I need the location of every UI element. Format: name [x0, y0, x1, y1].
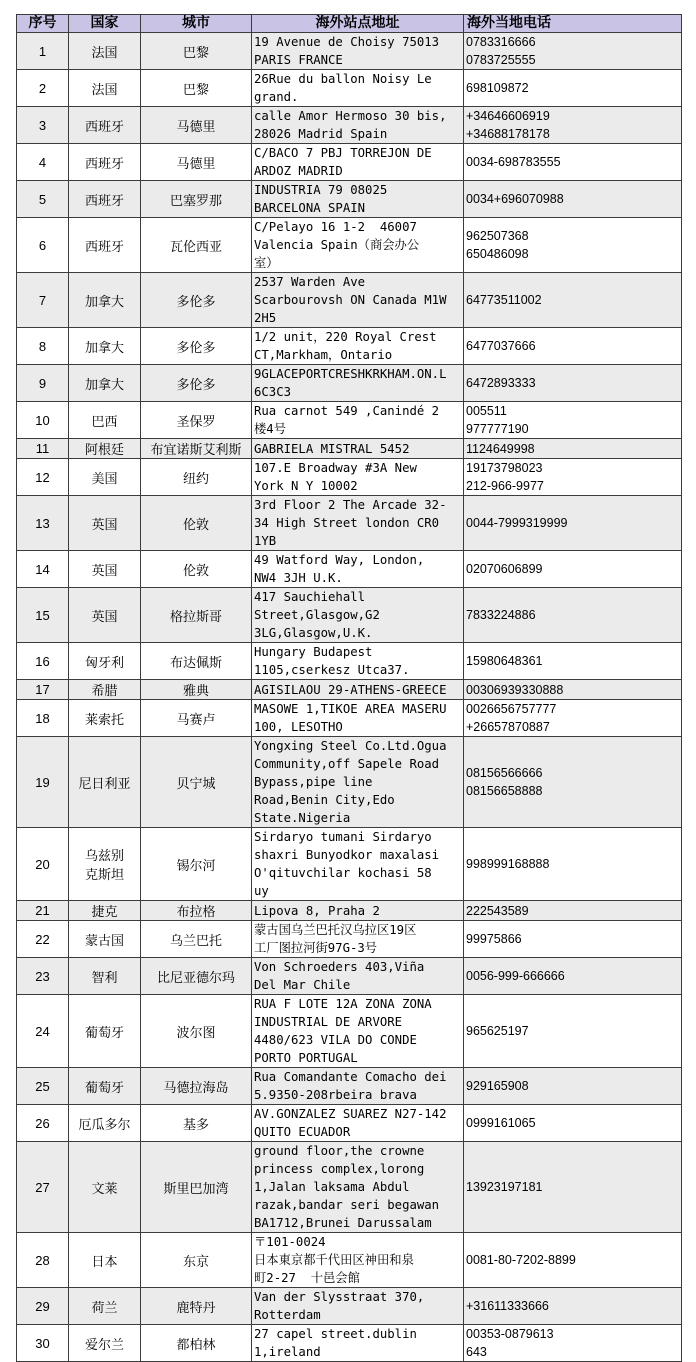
- phone-cell: 962507368 650486098: [464, 218, 682, 273]
- table-row: [17, 958, 682, 995]
- table-row: [17, 1288, 682, 1325]
- address-cell: AGISILAOU 29-ATHENS-GREECE: [252, 680, 464, 700]
- country-cell: 西班牙: [69, 107, 141, 144]
- phone-cell: 965625197: [464, 995, 682, 1068]
- header-phone: 海外当地电话: [464, 15, 682, 33]
- row-number: 9: [17, 365, 69, 402]
- address-cell: 26Rue du ballon Noisy Le grand.: [252, 70, 464, 107]
- table-row: [17, 1105, 682, 1142]
- address-cell: 417 Sauchiehall Street,Glasgow,G2 3LG,Glasgow,U.K.: [252, 588, 464, 643]
- row-number: 20: [17, 828, 69, 901]
- table-row: [17, 273, 682, 328]
- table-row: [17, 459, 682, 496]
- address-cell: GABRIELA MISTRAL 5452: [252, 439, 464, 459]
- address-cell: ground floor,the crowne princess complex,lorong 1,Jalan laksama Abdul razak,bandar seri begawan BA1712,Brunei Darussalam: [252, 1142, 464, 1233]
- table-row: [17, 70, 682, 107]
- country-cell: 西班牙: [69, 218, 141, 273]
- city-cell: 都柏林: [141, 1325, 252, 1362]
- address-cell: MASOWE 1,TIKOE AREA MASERU 100, LESOTHO: [252, 700, 464, 737]
- phone-cell: 1124649998: [464, 439, 682, 459]
- row-number: 15: [17, 588, 69, 643]
- city-cell: 多伦多: [141, 328, 252, 365]
- row-number: 6: [17, 218, 69, 273]
- address-cell: 蒙古国乌兰巴托汉乌拉区19区 工厂图拉河街97G-3号: [252, 921, 464, 958]
- country-cell: 蒙古国: [69, 921, 141, 958]
- row-number: 29: [17, 1288, 69, 1325]
- city-cell: 巴塞罗那: [141, 181, 252, 218]
- city-cell: 东京: [141, 1233, 252, 1288]
- country-cell: 日本: [69, 1233, 141, 1288]
- table-row: [17, 365, 682, 402]
- city-cell: 基多: [141, 1105, 252, 1142]
- country-cell: 葡萄牙: [69, 1068, 141, 1105]
- address-cell: C/BACO 7 PBJ TORREJON DE ARDOZ MADRID: [252, 144, 464, 181]
- row-number: 8: [17, 328, 69, 365]
- address-cell: 107.E Broadway #3A New York N Y 10002: [252, 459, 464, 496]
- row-number: 25: [17, 1068, 69, 1105]
- country-cell: 捷克: [69, 901, 141, 921]
- phone-cell: 6472893333: [464, 365, 682, 402]
- city-cell: 锡尔河: [141, 828, 252, 901]
- address-cell: Hungary Budapest 1105,cserkesz Utca37.: [252, 643, 464, 680]
- phone-cell: +34646606919 +34688178178: [464, 107, 682, 144]
- phone-cell: 929165908: [464, 1068, 682, 1105]
- table-row: [17, 328, 682, 365]
- row-number: 13: [17, 496, 69, 551]
- phone-cell: 0026656757777 +26657870887: [464, 700, 682, 737]
- city-cell: 多伦多: [141, 273, 252, 328]
- phone-cell: 19173798023 212-966-9977: [464, 459, 682, 496]
- table-row: [17, 1142, 682, 1233]
- table-row: [17, 901, 682, 921]
- address-cell: 2537 Warden Ave Scarbourovsh ON Canada M1W 2H5: [252, 273, 464, 328]
- overseas-sites-table: [16, 14, 682, 1362]
- table-row: [17, 921, 682, 958]
- country-cell: 匈牙利: [69, 643, 141, 680]
- address-cell: RUA F LOTE 12A ZONA ZONA INDUSTRIAL DE ARVORE 4480/623 VILA DO CONDE PORTO PORTUGAL: [252, 995, 464, 1068]
- country-cell: 阿根廷: [69, 439, 141, 459]
- address-cell: Sirdaryo tumani Sirdaryo shaxri Bunyodkor maxalasi O'qituvchilar kochasi 58 uy: [252, 828, 464, 901]
- address-cell: 19 Avenue de Choisy 75013 PARIS FRANCE: [252, 33, 464, 70]
- phone-cell: 00353-0879613 643: [464, 1325, 682, 1362]
- city-cell: 波尔图: [141, 995, 252, 1068]
- country-cell: 英国: [69, 551, 141, 588]
- table-row: [17, 107, 682, 144]
- row-number: 18: [17, 700, 69, 737]
- table-row: [17, 496, 682, 551]
- row-number: 26: [17, 1105, 69, 1142]
- country-cell: 莱索托: [69, 700, 141, 737]
- header-address: 海外站点地址: [252, 15, 464, 33]
- city-cell: 马德拉海岛: [141, 1068, 252, 1105]
- country-cell: 乌兹别 克斯坦: [69, 828, 141, 901]
- row-number: 24: [17, 995, 69, 1068]
- address-cell: 27 capel street.dublin 1,ireland: [252, 1325, 464, 1362]
- table-row: [17, 700, 682, 737]
- city-cell: 马德里: [141, 144, 252, 181]
- phone-cell: 6477037666: [464, 328, 682, 365]
- address-cell: Rua Comandante Comacho dei 5.9350-208rbeira brava: [252, 1068, 464, 1105]
- address-cell: C/Pelayo 16 1-2 46007 Valencia Spain（商会办公 室）: [252, 218, 464, 273]
- table-row: [17, 588, 682, 643]
- row-number: 22: [17, 921, 69, 958]
- phone-cell: 13923197181: [464, 1142, 682, 1233]
- table-row: [17, 1233, 682, 1288]
- phone-cell: 0999161065: [464, 1105, 682, 1142]
- country-cell: 西班牙: [69, 181, 141, 218]
- city-cell: 比尼亚德尔玛: [141, 958, 252, 995]
- phone-cell: 005511 977777190: [464, 402, 682, 439]
- city-cell: 圣保罗: [141, 402, 252, 439]
- city-cell: 纽约: [141, 459, 252, 496]
- table-row: [17, 181, 682, 218]
- country-cell: 荷兰: [69, 1288, 141, 1325]
- table-row: [17, 439, 682, 459]
- row-number: 1: [17, 33, 69, 70]
- header-country: 国家: [69, 15, 141, 33]
- header-no: 序号: [17, 15, 69, 33]
- address-cell: 49 Watford Way, London, NW4 3JH U.K.: [252, 551, 464, 588]
- phone-cell: 222543589: [464, 901, 682, 921]
- phone-cell: 0783316666 0783725555: [464, 33, 682, 70]
- row-number: 23: [17, 958, 69, 995]
- country-cell: 文莱: [69, 1142, 141, 1233]
- phone-cell: 15980648361: [464, 643, 682, 680]
- city-cell: 巴黎: [141, 33, 252, 70]
- city-cell: 巴黎: [141, 70, 252, 107]
- city-cell: 雅典: [141, 680, 252, 700]
- phone-cell: 7833224886: [464, 588, 682, 643]
- row-number: 19: [17, 737, 69, 828]
- address-cell: 9GLACEPORTCRESHKRKHAM.ON.L 6C3C3: [252, 365, 464, 402]
- city-cell: 乌兰巴托: [141, 921, 252, 958]
- phone-cell: 0034-698783555: [464, 144, 682, 181]
- country-cell: 加拿大: [69, 365, 141, 402]
- table-row: [17, 995, 682, 1068]
- country-cell: 法国: [69, 33, 141, 70]
- city-cell: 伦敦: [141, 551, 252, 588]
- country-cell: 希腊: [69, 680, 141, 700]
- table-row: [17, 828, 682, 901]
- country-cell: 英国: [69, 588, 141, 643]
- address-cell: Yongxing Steel Co.Ltd.Ogua Community,off Sapele Road Bypass,pipe line Road,Benin City,Edo State.Nigeria: [252, 737, 464, 828]
- phone-cell: 0044-7999319999: [464, 496, 682, 551]
- row-number: 12: [17, 459, 69, 496]
- phone-cell: 0034+696070988: [464, 181, 682, 218]
- table-row: [17, 1325, 682, 1362]
- row-number: 4: [17, 144, 69, 181]
- table-row: [17, 33, 682, 70]
- row-number: 27: [17, 1142, 69, 1233]
- country-cell: 加拿大: [69, 328, 141, 365]
- row-number: 30: [17, 1325, 69, 1362]
- phone-cell: 698109872: [464, 70, 682, 107]
- phone-cell: 08156566666 08156658888: [464, 737, 682, 828]
- phone-cell: 0081-80-7202-8899: [464, 1233, 682, 1288]
- table-row: [17, 402, 682, 439]
- phone-cell: 02070606899: [464, 551, 682, 588]
- address-cell: Rua carnot 549 ,Canindé 2 楼4号: [252, 402, 464, 439]
- header-row: [17, 15, 682, 33]
- row-number: 28: [17, 1233, 69, 1288]
- country-cell: 巴西: [69, 402, 141, 439]
- city-cell: 多伦多: [141, 365, 252, 402]
- phone-cell: 99975866: [464, 921, 682, 958]
- row-number: 5: [17, 181, 69, 218]
- row-number: 21: [17, 901, 69, 921]
- row-number: 14: [17, 551, 69, 588]
- country-cell: 西班牙: [69, 144, 141, 181]
- country-cell: 美国: [69, 459, 141, 496]
- address-cell: 1/2 unit，220 Royal Crest CT,Markham，Ontario: [252, 328, 464, 365]
- table-row: [17, 551, 682, 588]
- country-cell: 尼日利亚: [69, 737, 141, 828]
- phone-cell: 64773511002: [464, 273, 682, 328]
- city-cell: 瓦伦西亚: [141, 218, 252, 273]
- address-cell: calle Amor Hermoso 30 bis, 28026 Madrid Spain: [252, 107, 464, 144]
- country-cell: 爱尔兰: [69, 1325, 141, 1362]
- address-cell: 3rd Floor 2 The Arcade 32- 34 High Street london CR0 1YB: [252, 496, 464, 551]
- row-number: 3: [17, 107, 69, 144]
- row-number: 11: [17, 439, 69, 459]
- city-cell: 布宜诺斯艾利斯: [141, 439, 252, 459]
- table-row: [17, 680, 682, 700]
- phone-cell: 998999168888: [464, 828, 682, 901]
- row-number: 17: [17, 680, 69, 700]
- city-cell: 贝宁城: [141, 737, 252, 828]
- country-cell: 智利: [69, 958, 141, 995]
- city-cell: 马德里: [141, 107, 252, 144]
- country-cell: 葡萄牙: [69, 995, 141, 1068]
- city-cell: 伦敦: [141, 496, 252, 551]
- country-cell: 法国: [69, 70, 141, 107]
- address-cell: AV.GONZALEZ SUAREZ N27-142 QUITO ECUADOR: [252, 1105, 464, 1142]
- city-cell: 斯里巴加湾: [141, 1142, 252, 1233]
- city-cell: 布拉格: [141, 901, 252, 921]
- address-cell: INDUSTRIA 79 08025 BARCELONA SPAIN: [252, 181, 464, 218]
- table-row: [17, 1068, 682, 1105]
- row-number: 7: [17, 273, 69, 328]
- header-city: 城市: [141, 15, 252, 33]
- phone-cell: +31611333666: [464, 1288, 682, 1325]
- phone-cell: 00306939330888: [464, 680, 682, 700]
- city-cell: 马赛卢: [141, 700, 252, 737]
- table-row: [17, 218, 682, 273]
- address-cell: 〒101-0024 日本東京都千代田区神田和泉 町2-27 十邑会館: [252, 1233, 464, 1288]
- table-row: [17, 144, 682, 181]
- city-cell: 鹿特丹: [141, 1288, 252, 1325]
- table-container: [16, 14, 681, 1362]
- row-number: 16: [17, 643, 69, 680]
- country-cell: 厄瓜多尔: [69, 1105, 141, 1142]
- table-body: [17, 33, 682, 1362]
- row-number: 2: [17, 70, 69, 107]
- city-cell: 布达佩斯: [141, 643, 252, 680]
- address-cell: Lipova 8, Praha 2: [252, 901, 464, 921]
- phone-cell: 0056-999-666666: [464, 958, 682, 995]
- address-cell: Van der Slysstraat 370, Rotterdam: [252, 1288, 464, 1325]
- row-number: 10: [17, 402, 69, 439]
- table-row: [17, 643, 682, 680]
- city-cell: 格拉斯哥: [141, 588, 252, 643]
- address-cell: Von Schroeders 403,Viña Del Mar Chile: [252, 958, 464, 995]
- table-row: [17, 737, 682, 828]
- country-cell: 英国: [69, 496, 141, 551]
- country-cell: 加拿大: [69, 273, 141, 328]
